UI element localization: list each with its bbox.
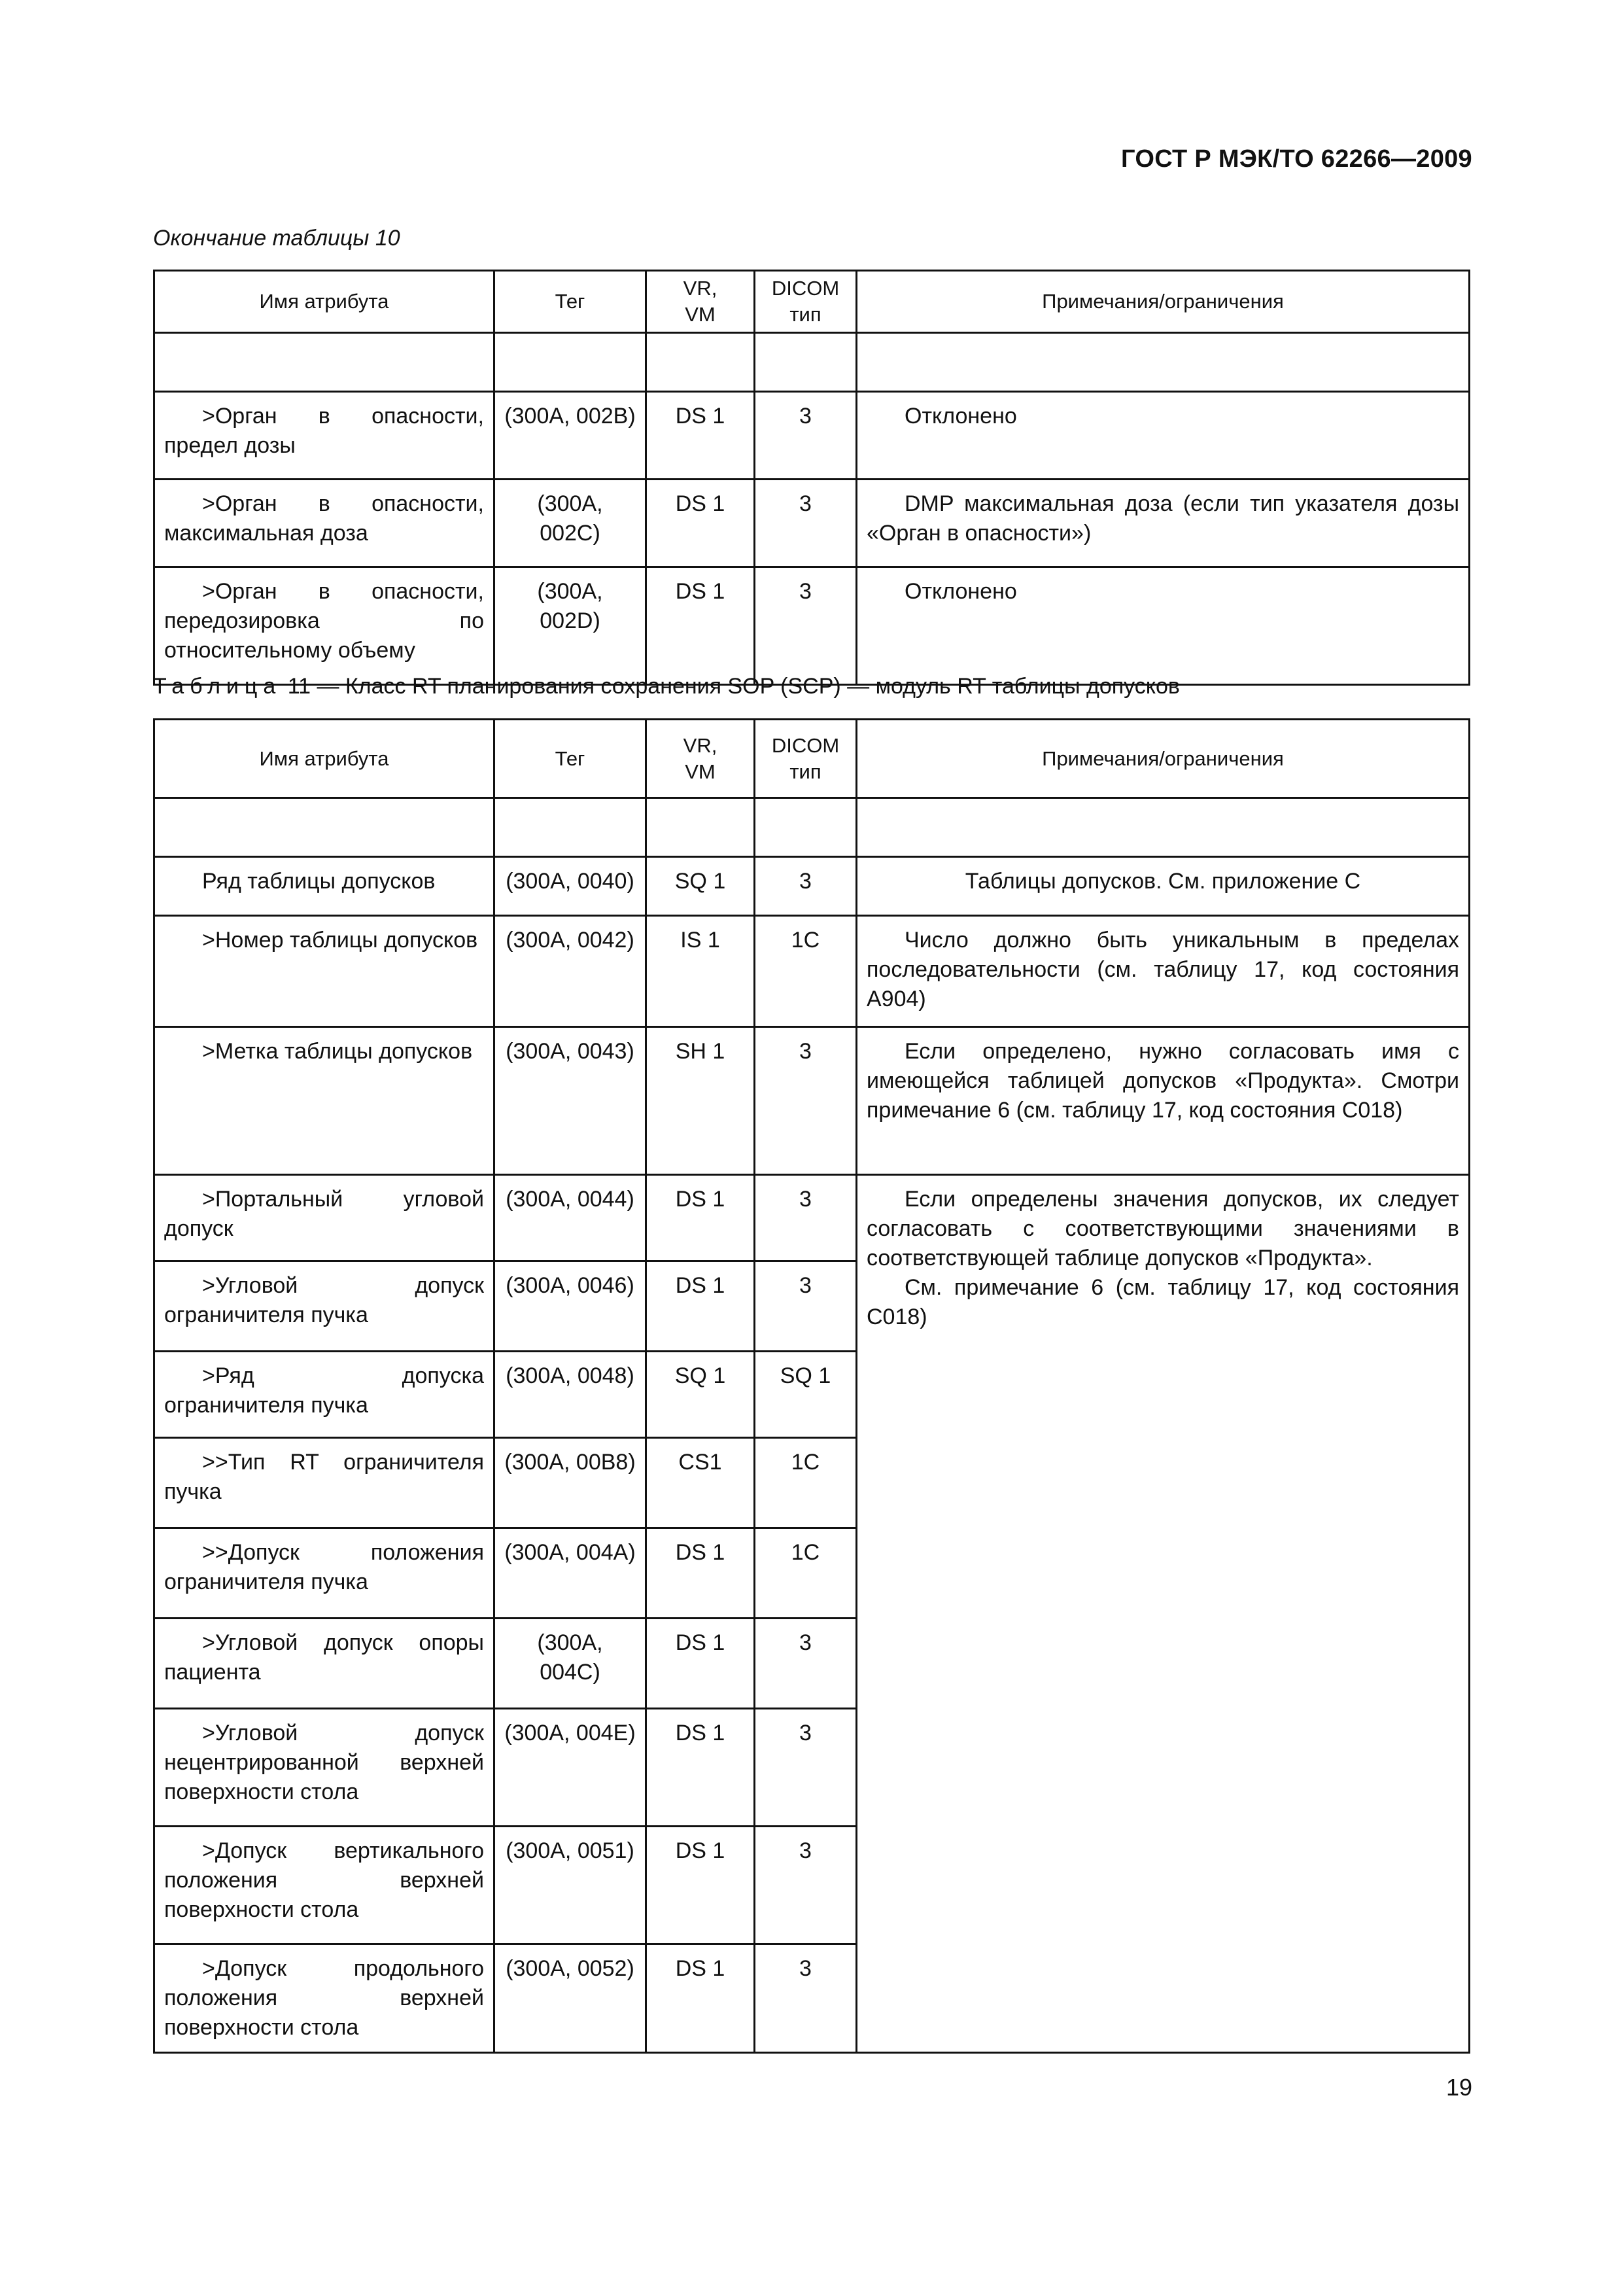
attribute-vr: SQ 1 (646, 1352, 755, 1438)
attribute-tag: (300A, 0051) (494, 1827, 646, 1944)
table11 (153, 718, 1470, 2054)
column-header-type: DICOM тип (755, 271, 857, 333)
table10-caption: Окончание таблицы 10 (153, 226, 400, 251)
column-header-vr: VR, VM (646, 271, 755, 333)
attribute-type: 3 (755, 480, 857, 567)
column-header-notes: Примечания/ограничения (857, 271, 1470, 333)
attribute-type: 3 (755, 1027, 857, 1175)
attribute-type: 1C (755, 1528, 857, 1619)
attribute-tag: (300A, 0052) (494, 1944, 646, 2053)
merged-tolerance-note (857, 1175, 1470, 2053)
attribute-type: 3 (755, 1827, 857, 1944)
attribute-type: 3 (755, 1619, 857, 1709)
attribute-type: 3 (755, 1944, 857, 2053)
attribute-name: >Орган в опасности, передозировка по относительному объему (154, 567, 494, 685)
attribute-name: >Ряд допуска ограничителя пучка (154, 1352, 494, 1438)
attribute-name: >>Тип RT ограничителя пучка (154, 1438, 494, 1528)
attribute-notes: Число должно быть уникальным в пределах последовательности (см. таблицу 17, код состояния А904) (857, 916, 1470, 1027)
column-header-vr: VR, VM (646, 720, 755, 798)
table-row (154, 480, 1470, 567)
page-number: 19 (1445, 2074, 1472, 2101)
attribute-name: Ряд таблицы допусков (154, 857, 494, 916)
attribute-type: 1C (755, 1438, 857, 1528)
table11-caption: Таблица 11 — Класс RT планирования сохранения SOP (SCP) — модуль RT таблицы допусков (153, 674, 1180, 699)
merged-note-paragraph-1: Если определены значения допусков, их следует согласовать с соответствующими значениями в соответствующей таблице допусков «Продукта». (867, 1187, 1459, 1270)
attribute-tag: (300A, 002D) (494, 567, 646, 685)
attribute-type: 3 (755, 1261, 857, 1352)
attribute-vr: DS 1 (646, 1528, 755, 1619)
attribute-type: SQ 1 (755, 1352, 857, 1438)
attribute-name: >Портальный угловой допуск (154, 1175, 494, 1261)
column-header-tag: Тег (494, 271, 646, 333)
attribute-notes: Отклонено (857, 392, 1470, 480)
attribute-tag: (300A, 0042) (494, 916, 646, 1027)
column-header-name: Имя атрибута (154, 720, 494, 798)
document-code: ГОСТ Р МЭК/ТО 62266—2009 (1121, 145, 1472, 173)
attribute-vr: DS 1 (646, 567, 755, 685)
attribute-name: >Орган в опасности, предел дозы (154, 392, 494, 480)
attribute-tag: (300A, 002C) (494, 480, 646, 567)
table-row (154, 857, 1470, 916)
table-row (154, 567, 1470, 685)
attribute-notes: DMP максимальная доза (если тип указателя дозы «Орган в опасности») (857, 480, 1470, 567)
attribute-vr: IS 1 (646, 916, 755, 1027)
attribute-name: >Метка таблицы допусков (154, 1027, 494, 1175)
attribute-name: >Орган в опасности, максимальная доза (154, 480, 494, 567)
attribute-tag: (300A, 0046) (494, 1261, 646, 1352)
attribute-type: 3 (755, 857, 857, 916)
attribute-name: >Угловой допуск ограничителя пучка (154, 1261, 494, 1352)
attribute-vr: DS 1 (646, 1261, 755, 1352)
column-header-type: DICOM тип (755, 720, 857, 798)
table10 (153, 270, 1470, 686)
attribute-vr: DS 1 (646, 1709, 755, 1827)
attribute-notes: Если определено, нужно согласовать имя с имеющейся таблицей допусков «Продукта». Смотри примечание 6 (см. таблицу 17, код состояния С018) (857, 1027, 1470, 1175)
column-header-name: Имя атрибута (154, 271, 494, 333)
attribute-name: >Угловой допуск опоры пациента (154, 1619, 494, 1709)
attribute-vr: DS 1 (646, 480, 755, 567)
attribute-tag: (300A, 00B8) (494, 1438, 646, 1528)
attribute-vr: DS 1 (646, 1827, 755, 1944)
attribute-vr: DS 1 (646, 392, 755, 480)
attribute-vr: DS 1 (646, 1619, 755, 1709)
attribute-notes: Отклонено (857, 567, 1470, 685)
attribute-tag: (300A, 0044) (494, 1175, 646, 1261)
attribute-notes: Таблицы допусков. См. приложение С (857, 857, 1470, 916)
attribute-type: 3 (755, 567, 857, 685)
attribute-tag: (300A, 004E) (494, 1709, 646, 1827)
attribute-vr: DS 1 (646, 1175, 755, 1261)
attribute-type: 1C (755, 916, 857, 1027)
attribute-tag: (300A, 0048) (494, 1352, 646, 1438)
attribute-vr: SH 1 (646, 1027, 755, 1175)
attribute-name: >Угловой допуск нецентрированной верхней поверхности стола (154, 1709, 494, 1827)
attribute-tag: (300A, 0043) (494, 1027, 646, 1175)
table-row (154, 392, 1470, 480)
attribute-type: 3 (755, 1709, 857, 1827)
attribute-type: 3 (755, 1175, 857, 1261)
column-header-notes: Примечания/ограничения (857, 720, 1470, 798)
table-row (154, 1027, 1470, 1175)
attribute-tag: (300A, 004C) (494, 1619, 646, 1709)
attribute-type: 3 (755, 392, 857, 480)
attribute-vr: CS1 (646, 1438, 755, 1528)
column-header-tag: Тег (494, 720, 646, 798)
attribute-vr: DS 1 (646, 1944, 755, 2053)
attribute-name: >Номер таблицы допусков (154, 916, 494, 1027)
attribute-tag: (300A, 004A) (494, 1528, 646, 1619)
table-row (154, 916, 1470, 1027)
table-row (154, 1175, 1470, 1261)
attribute-tag: (300A, 0040) (494, 857, 646, 916)
attribute-vr: SQ 1 (646, 857, 755, 916)
table11-header-row (154, 720, 1470, 798)
merged-note-paragraph-2: См. примечание 6 (см. таблицу 17, код состояния С018) (867, 1275, 1459, 1329)
table10-header-row (154, 271, 1470, 333)
attribute-name: >Допуск продольного положения верхней поверхности стола (154, 1944, 494, 2053)
attribute-tag: (300A, 002B) (494, 392, 646, 480)
attribute-name: >>Допуск положения ограничителя пучка (154, 1528, 494, 1619)
attribute-name: >Допуск вертикального положения верхней поверхности стола (154, 1827, 494, 1944)
